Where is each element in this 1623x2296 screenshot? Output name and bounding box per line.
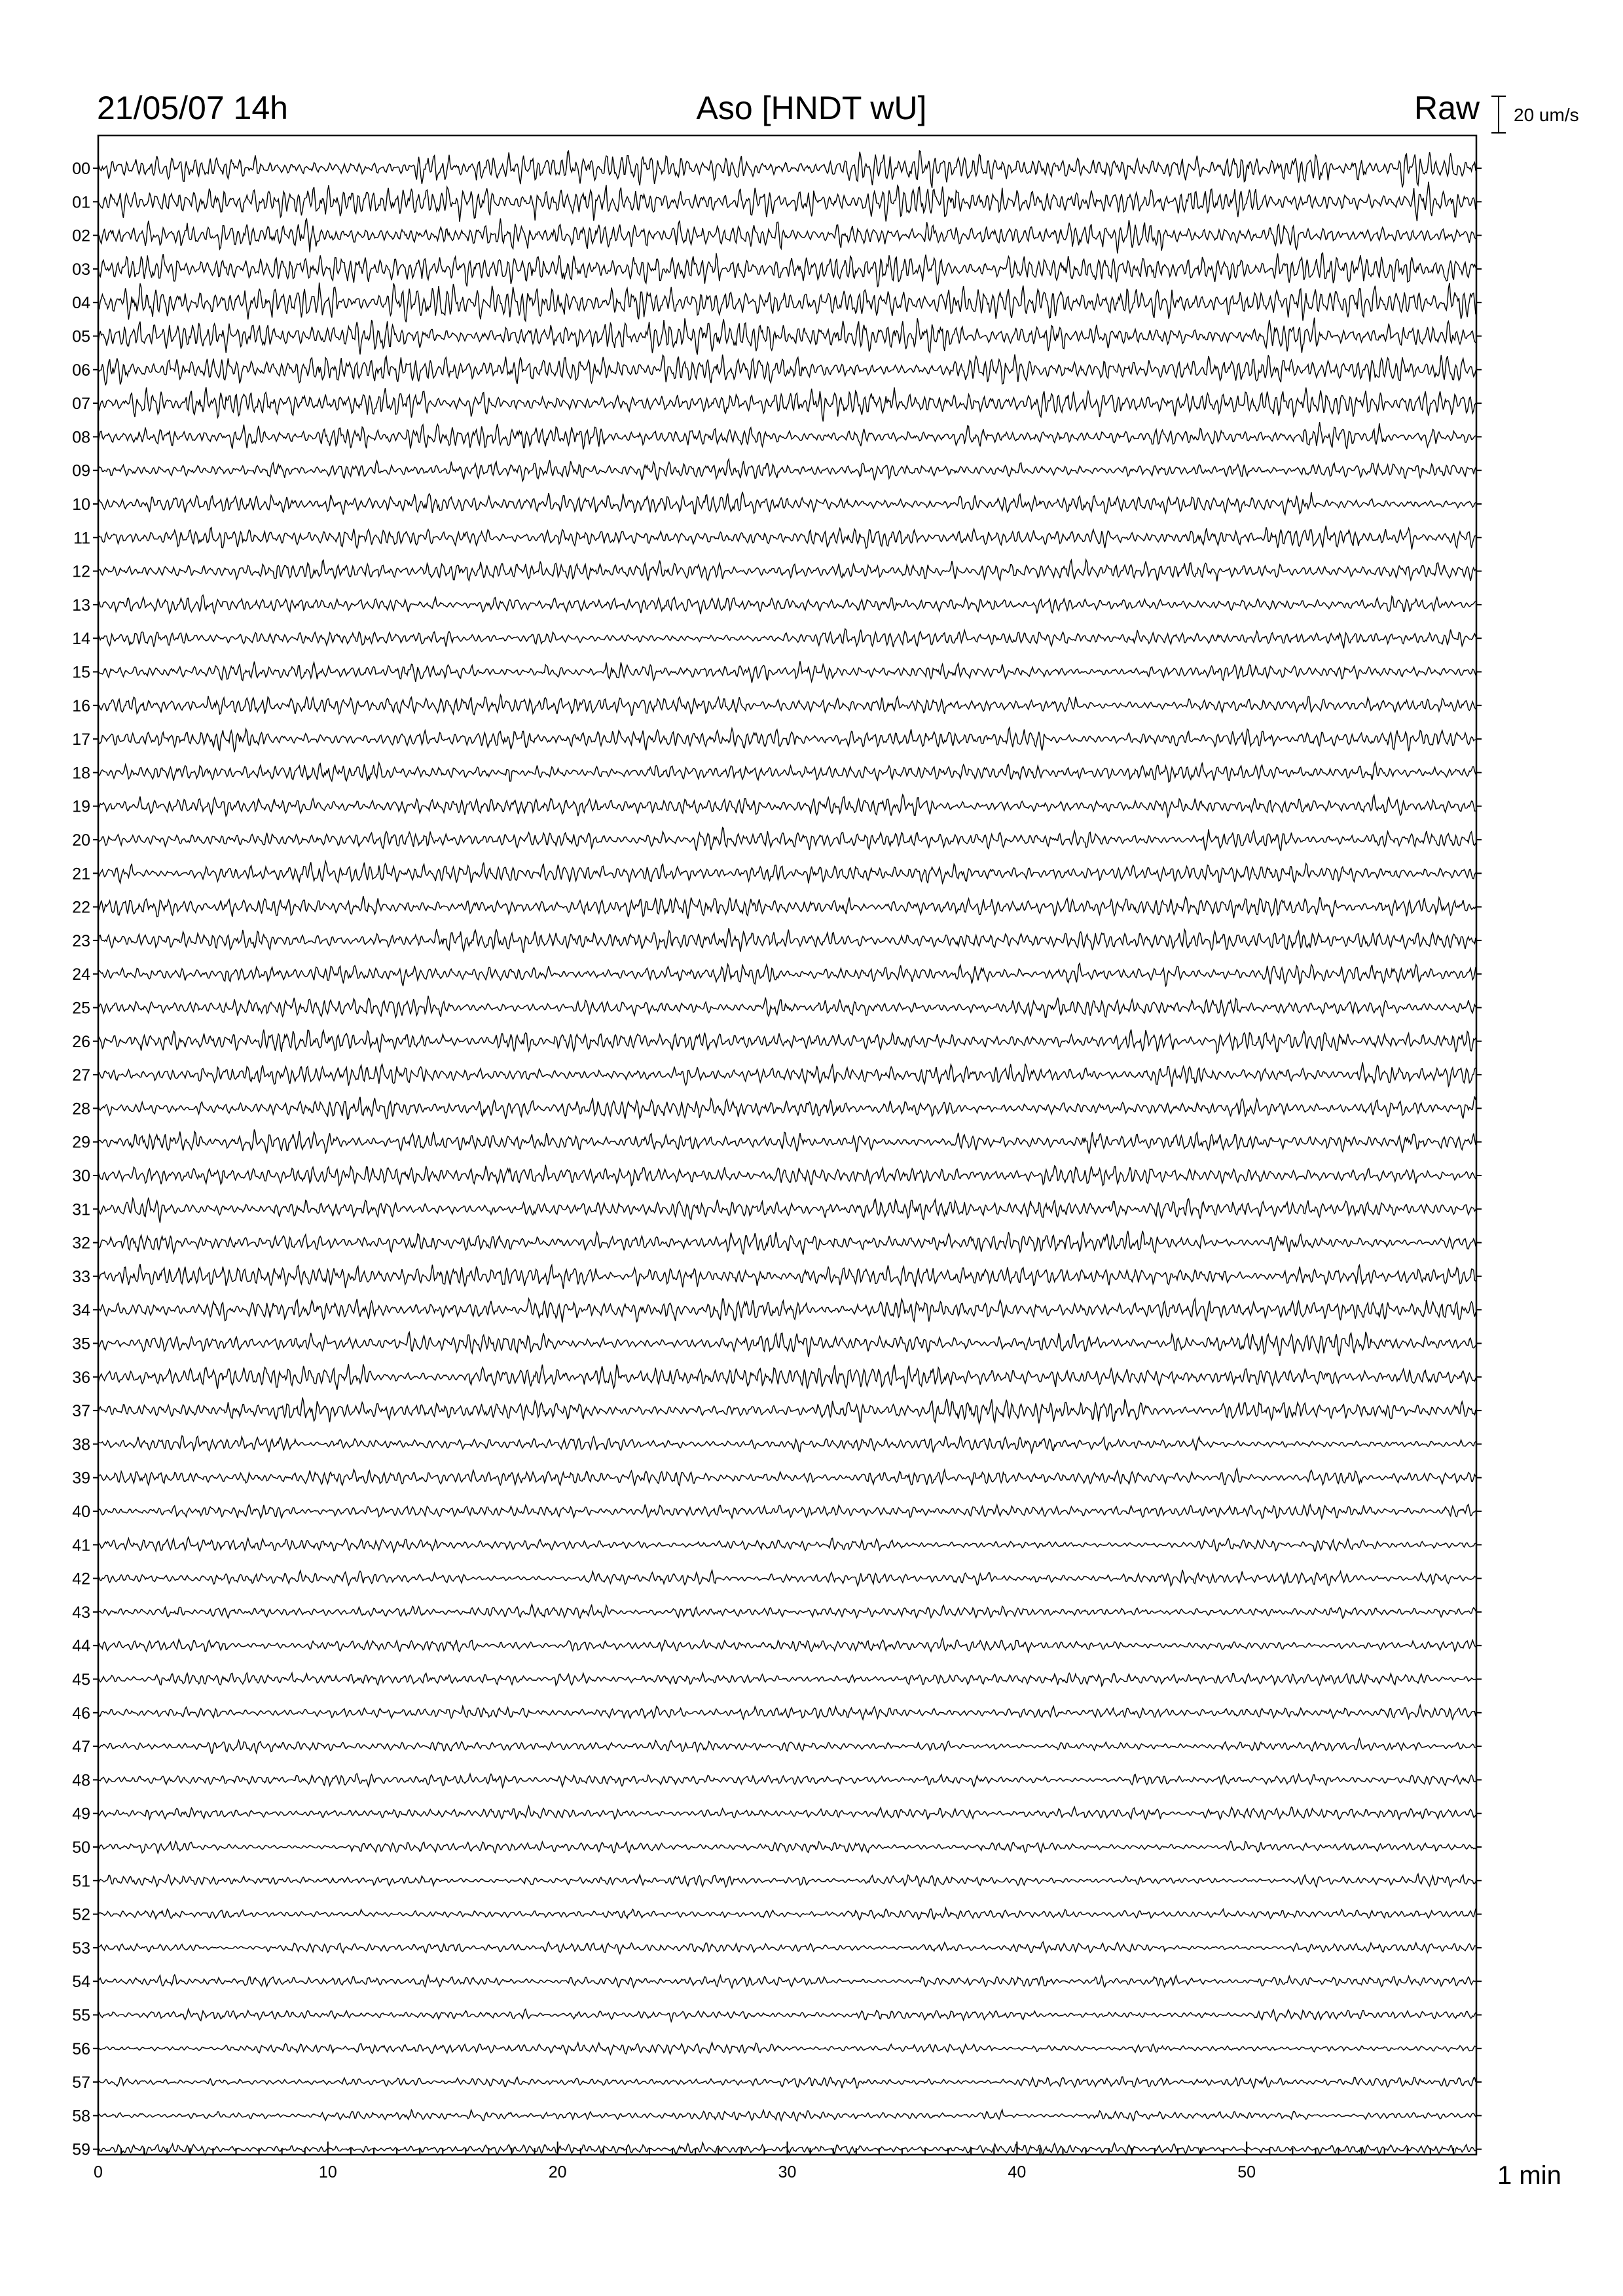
row-label-00: 00 bbox=[72, 160, 90, 178]
trace-55 bbox=[98, 2009, 1476, 2022]
row-label-07: 07 bbox=[72, 395, 90, 414]
row-label-02: 02 bbox=[72, 226, 90, 245]
trace-21 bbox=[98, 861, 1476, 884]
x-unit-label: 1 min bbox=[1497, 2161, 1561, 2190]
trace-03 bbox=[98, 253, 1476, 287]
trace-32 bbox=[98, 1231, 1476, 1255]
trace-58 bbox=[98, 2109, 1476, 2121]
trace-24 bbox=[98, 963, 1476, 987]
trace-04 bbox=[98, 283, 1476, 323]
row-label-03: 03 bbox=[72, 260, 90, 279]
trace-43 bbox=[98, 1604, 1476, 1618]
trace-11 bbox=[98, 526, 1476, 549]
trace-22 bbox=[98, 896, 1476, 919]
row-label-25: 25 bbox=[72, 999, 90, 1018]
row-label-38: 38 bbox=[72, 1435, 90, 1454]
row-label-56: 56 bbox=[72, 2039, 90, 2058]
mode-label: Raw bbox=[1413, 90, 1480, 126]
row-label-45: 45 bbox=[72, 1670, 90, 1689]
row-label-20: 20 bbox=[72, 831, 90, 850]
row-label-18: 18 bbox=[72, 764, 90, 783]
row-label-32: 32 bbox=[72, 1234, 90, 1253]
trace-37 bbox=[98, 1397, 1476, 1423]
row-label-12: 12 bbox=[72, 562, 90, 581]
row-label-13: 13 bbox=[72, 596, 90, 615]
trace-42 bbox=[98, 1570, 1476, 1586]
trace-16 bbox=[98, 695, 1476, 715]
scale-label: 20 um/s bbox=[1514, 105, 1579, 125]
row-label-50: 50 bbox=[72, 1839, 90, 1857]
row-label-16: 16 bbox=[72, 696, 90, 715]
x-tick-label-20: 20 bbox=[548, 2163, 567, 2181]
trace-18 bbox=[98, 762, 1476, 782]
trace-13 bbox=[98, 595, 1476, 614]
trace-34 bbox=[98, 1299, 1476, 1322]
scale-bar bbox=[1491, 96, 1506, 133]
trace-26 bbox=[98, 1030, 1476, 1053]
trace-20 bbox=[98, 827, 1476, 851]
row-label-55: 55 bbox=[72, 2006, 90, 2025]
trace-12 bbox=[98, 560, 1476, 581]
row-label-11: 11 bbox=[73, 529, 90, 548]
trace-45 bbox=[98, 1673, 1476, 1686]
trace-49 bbox=[98, 1806, 1476, 1820]
row-label-05: 05 bbox=[72, 327, 90, 346]
row-label-24: 24 bbox=[72, 965, 90, 984]
date-label: 21/05/07 14h bbox=[97, 90, 288, 126]
row-label-26: 26 bbox=[72, 1032, 90, 1051]
trace-47 bbox=[98, 1738, 1476, 1753]
row-label-48: 48 bbox=[72, 1771, 90, 1790]
trace-41 bbox=[98, 1537, 1476, 1552]
trace-39 bbox=[98, 1469, 1476, 1486]
row-label-40: 40 bbox=[72, 1503, 90, 1521]
row-labels-group bbox=[72, 160, 1482, 2159]
row-label-44: 44 bbox=[72, 1637, 90, 1656]
row-label-52: 52 bbox=[72, 1905, 90, 1924]
row-label-35: 35 bbox=[72, 1335, 90, 1354]
row-label-33: 33 bbox=[72, 1267, 90, 1286]
trace-56 bbox=[98, 2043, 1476, 2054]
row-label-17: 17 bbox=[72, 730, 90, 749]
trace-57 bbox=[98, 2077, 1476, 2088]
trace-07 bbox=[98, 387, 1476, 422]
row-label-10: 10 bbox=[72, 495, 90, 514]
trace-00 bbox=[98, 151, 1476, 188]
row-label-57: 57 bbox=[72, 2073, 90, 2092]
x-tick-label-50: 50 bbox=[1237, 2163, 1256, 2181]
trace-51 bbox=[98, 1874, 1476, 1887]
traces-group bbox=[98, 151, 1476, 2155]
trace-50 bbox=[98, 1841, 1476, 1853]
row-label-41: 41 bbox=[72, 1536, 90, 1555]
trace-15 bbox=[98, 661, 1476, 683]
trace-08 bbox=[98, 422, 1476, 449]
x-tick-label-0: 0 bbox=[94, 2163, 103, 2181]
trace-29 bbox=[98, 1130, 1476, 1154]
row-label-54: 54 bbox=[72, 1973, 90, 1992]
trace-23 bbox=[98, 928, 1476, 953]
row-label-06: 06 bbox=[72, 361, 90, 380]
trace-17 bbox=[98, 728, 1476, 753]
trace-06 bbox=[98, 355, 1476, 386]
row-label-51: 51 bbox=[72, 1872, 90, 1891]
row-label-39: 39 bbox=[72, 1469, 90, 1488]
row-label-23: 23 bbox=[72, 931, 90, 950]
x-tick-label-10: 10 bbox=[318, 2163, 337, 2181]
trace-25 bbox=[98, 996, 1476, 1018]
row-label-46: 46 bbox=[72, 1704, 90, 1723]
trace-53 bbox=[98, 1942, 1476, 1954]
trace-38 bbox=[98, 1436, 1476, 1453]
chart-title: Aso [HNDT wU] bbox=[696, 90, 927, 126]
row-label-30: 30 bbox=[72, 1167, 90, 1185]
row-label-15: 15 bbox=[72, 663, 90, 682]
row-label-49: 49 bbox=[72, 1804, 90, 1823]
trace-44 bbox=[98, 1638, 1476, 1653]
row-label-37: 37 bbox=[72, 1402, 90, 1421]
trace-40 bbox=[98, 1505, 1476, 1519]
row-label-36: 36 bbox=[72, 1368, 90, 1387]
trace-28 bbox=[98, 1096, 1476, 1119]
row-label-01: 01 bbox=[72, 193, 90, 212]
row-label-28: 28 bbox=[72, 1100, 90, 1119]
row-label-21: 21 bbox=[72, 865, 90, 884]
trace-14 bbox=[98, 629, 1476, 649]
row-label-43: 43 bbox=[72, 1603, 90, 1622]
row-label-08: 08 bbox=[72, 428, 90, 447]
trace-48 bbox=[98, 1774, 1476, 1787]
row-label-27: 27 bbox=[72, 1066, 90, 1085]
trace-46 bbox=[98, 1705, 1476, 1719]
row-label-58: 58 bbox=[72, 2107, 90, 2126]
row-label-42: 42 bbox=[72, 1570, 90, 1588]
row-label-09: 09 bbox=[72, 461, 90, 480]
row-label-47: 47 bbox=[72, 1738, 90, 1757]
trace-09 bbox=[98, 459, 1476, 481]
trace-30 bbox=[98, 1165, 1476, 1186]
row-label-22: 22 bbox=[72, 898, 90, 917]
trace-31 bbox=[98, 1198, 1476, 1223]
row-label-31: 31 bbox=[72, 1200, 90, 1219]
trace-02 bbox=[98, 219, 1476, 254]
row-label-14: 14 bbox=[72, 630, 90, 649]
row-label-29: 29 bbox=[72, 1133, 90, 1152]
trace-33 bbox=[98, 1264, 1476, 1289]
x-tick-label-30: 30 bbox=[778, 2163, 797, 2181]
x-tick-label-40: 40 bbox=[1008, 2163, 1027, 2181]
row-label-04: 04 bbox=[72, 294, 90, 313]
row-label-19: 19 bbox=[72, 797, 90, 816]
trace-35 bbox=[98, 1332, 1476, 1357]
trace-27 bbox=[98, 1062, 1476, 1086]
trace-01 bbox=[98, 182, 1476, 222]
trace-52 bbox=[98, 1908, 1476, 1920]
trace-05 bbox=[98, 317, 1476, 354]
row-label-53: 53 bbox=[72, 1939, 90, 1958]
trace-36 bbox=[98, 1364, 1476, 1390]
row-label-34: 34 bbox=[72, 1301, 90, 1320]
trace-19 bbox=[98, 795, 1476, 817]
trace-54 bbox=[98, 1975, 1476, 1988]
trace-10 bbox=[98, 492, 1476, 515]
row-label-59: 59 bbox=[72, 2140, 90, 2159]
